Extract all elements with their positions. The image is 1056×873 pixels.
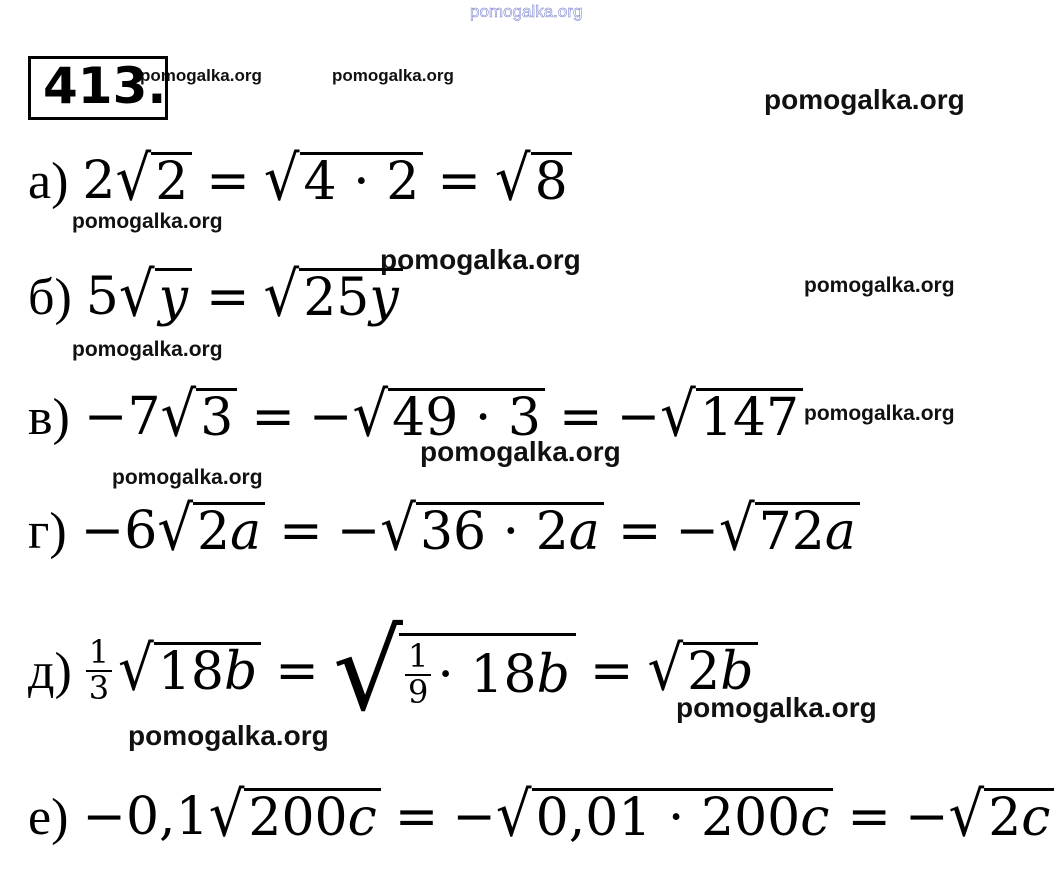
- radical-sign: √: [118, 259, 155, 332]
- row-label: г): [28, 502, 67, 560]
- watermark: pomogalka.org: [804, 402, 955, 425]
- equals-sign: =: [206, 151, 250, 211]
- radicand-variable: a: [568, 502, 600, 563]
- sqrt: [948, 779, 1055, 852]
- watermark: pomogalka.org: [72, 338, 223, 361]
- coefficient: 2: [82, 151, 116, 211]
- minus-sign: −: [336, 501, 381, 561]
- watermark: pomogalka.org: [764, 84, 965, 115]
- radicand-number: 0,01 · 200: [535, 788, 801, 849]
- equation-row-b: [28, 252, 403, 342]
- radical-sign: √: [160, 379, 197, 452]
- sqrt: [647, 633, 757, 706]
- radical-sign: √: [494, 143, 531, 216]
- radicand-number: 18: [157, 642, 224, 703]
- radical-sign: √: [660, 379, 696, 452]
- radical-sign: √: [718, 493, 755, 566]
- radicand-number: 36 · 2: [419, 502, 569, 563]
- equation-row-v: [28, 372, 803, 462]
- watermark: pomogalka.org: [332, 66, 454, 85]
- sqrt: [118, 259, 192, 332]
- problem-number-box: [28, 56, 168, 120]
- radicand-number: · 18: [437, 644, 537, 705]
- radicand-variable: c: [347, 788, 377, 849]
- equation-row-d: [28, 606, 758, 736]
- coefficient: −7: [83, 387, 161, 447]
- sqrt-large: [332, 607, 576, 735]
- sqrt: [494, 143, 572, 216]
- radical-sign: √: [157, 493, 193, 566]
- sqrt: [160, 379, 238, 452]
- radical-sign: √: [647, 633, 684, 706]
- equation-row-e: [28, 772, 1054, 862]
- radicand-variable: b: [720, 642, 754, 703]
- minus-sign: −: [452, 787, 496, 847]
- numerator: 1: [405, 640, 431, 676]
- radicand: 8: [531, 152, 572, 210]
- watermark: pomogalka.org: [420, 436, 621, 467]
- radical-sign: √: [948, 779, 985, 852]
- row-label: в): [28, 388, 70, 446]
- equals-sign: =: [251, 387, 295, 447]
- equation-row-a: [28, 136, 572, 226]
- radicand-variable: y: [369, 268, 399, 329]
- coefficient: 5: [85, 267, 119, 327]
- equals-sign: =: [589, 641, 634, 701]
- equals-sign: =: [394, 787, 439, 847]
- sqrt: [660, 379, 803, 452]
- sqrt: [718, 493, 860, 566]
- sqrt: [118, 633, 261, 706]
- radical-sign: √: [263, 143, 300, 216]
- numerator: 1: [86, 636, 112, 672]
- radical-sign: √: [208, 779, 245, 852]
- equals-sign: =: [205, 267, 250, 327]
- coefficient: −0,1: [82, 787, 209, 847]
- denominator: 3: [88, 669, 110, 707]
- radicand-variable: c: [1021, 788, 1051, 849]
- radicand-number: 25: [303, 268, 370, 329]
- sqrt: [208, 779, 381, 852]
- sqrt: [495, 779, 833, 852]
- watermark: pomogalka.org: [112, 466, 263, 489]
- equals-sign: =: [279, 501, 323, 561]
- fraction: [405, 636, 431, 711]
- watermark: pomogalka.org: [140, 66, 262, 85]
- equals-sign: =: [559, 387, 603, 447]
- radicand: 147: [696, 388, 803, 446]
- watermark: pomogalka.org: [128, 720, 329, 751]
- radicand: 4 · 2: [300, 152, 424, 210]
- sqrt: [380, 493, 604, 566]
- radical-sign: √: [495, 779, 532, 852]
- equals-sign: =: [617, 501, 662, 561]
- radical-sign: √: [380, 493, 416, 566]
- radicand: 49 · 3: [388, 388, 545, 446]
- watermark: pomogalka.org: [804, 274, 955, 297]
- radicand: y: [155, 268, 192, 326]
- radicand-variable: b: [536, 644, 570, 705]
- sqrt: [352, 379, 545, 452]
- watermark: pomogalka.org: [380, 244, 581, 275]
- radical-sign: √: [352, 379, 389, 452]
- radical-sign: √: [118, 633, 154, 706]
- row-label: е): [28, 788, 69, 846]
- fraction: [86, 633, 112, 707]
- minus-sign: −: [675, 501, 719, 561]
- radicand-number: 2: [988, 788, 1022, 849]
- radical-sign: √: [332, 607, 403, 735]
- equation-row-g: [28, 486, 860, 576]
- radical-sign: √: [263, 259, 300, 332]
- radicand-number: 2: [197, 502, 231, 563]
- radicand-number: 2: [687, 642, 721, 703]
- denominator: 9: [407, 672, 429, 711]
- radicand: 2: [151, 152, 192, 210]
- row-label: д): [28, 642, 72, 700]
- radicand-variable: a: [824, 502, 856, 563]
- radicand-variable: a: [230, 502, 262, 563]
- radicand: 3: [196, 388, 237, 446]
- problem-number: 413.: [43, 57, 167, 115]
- watermark-top: pomogalka.org: [470, 2, 583, 21]
- minus-sign: −: [616, 387, 661, 447]
- radicand-variable: b: [224, 642, 258, 703]
- watermark: pomogalka.org: [72, 210, 223, 233]
- minus-sign: −: [904, 787, 949, 847]
- radicand-number: 72: [758, 502, 825, 563]
- radicand-variable: c: [800, 788, 830, 849]
- sqrt: [157, 493, 265, 566]
- coefficient: −6: [80, 501, 158, 561]
- sqrt: [115, 143, 193, 216]
- minus-sign: −: [308, 387, 353, 447]
- equals-sign: =: [437, 151, 481, 211]
- equals-sign: =: [275, 641, 319, 701]
- radicand-number: 200: [248, 788, 348, 849]
- equals-sign: =: [847, 787, 891, 847]
- radical-sign: √: [115, 143, 152, 216]
- watermark: pomogalka.org: [676, 692, 877, 723]
- row-label: б): [28, 268, 72, 326]
- sqrt: [263, 259, 403, 332]
- row-label: а): [28, 152, 69, 210]
- sqrt: [263, 143, 423, 216]
